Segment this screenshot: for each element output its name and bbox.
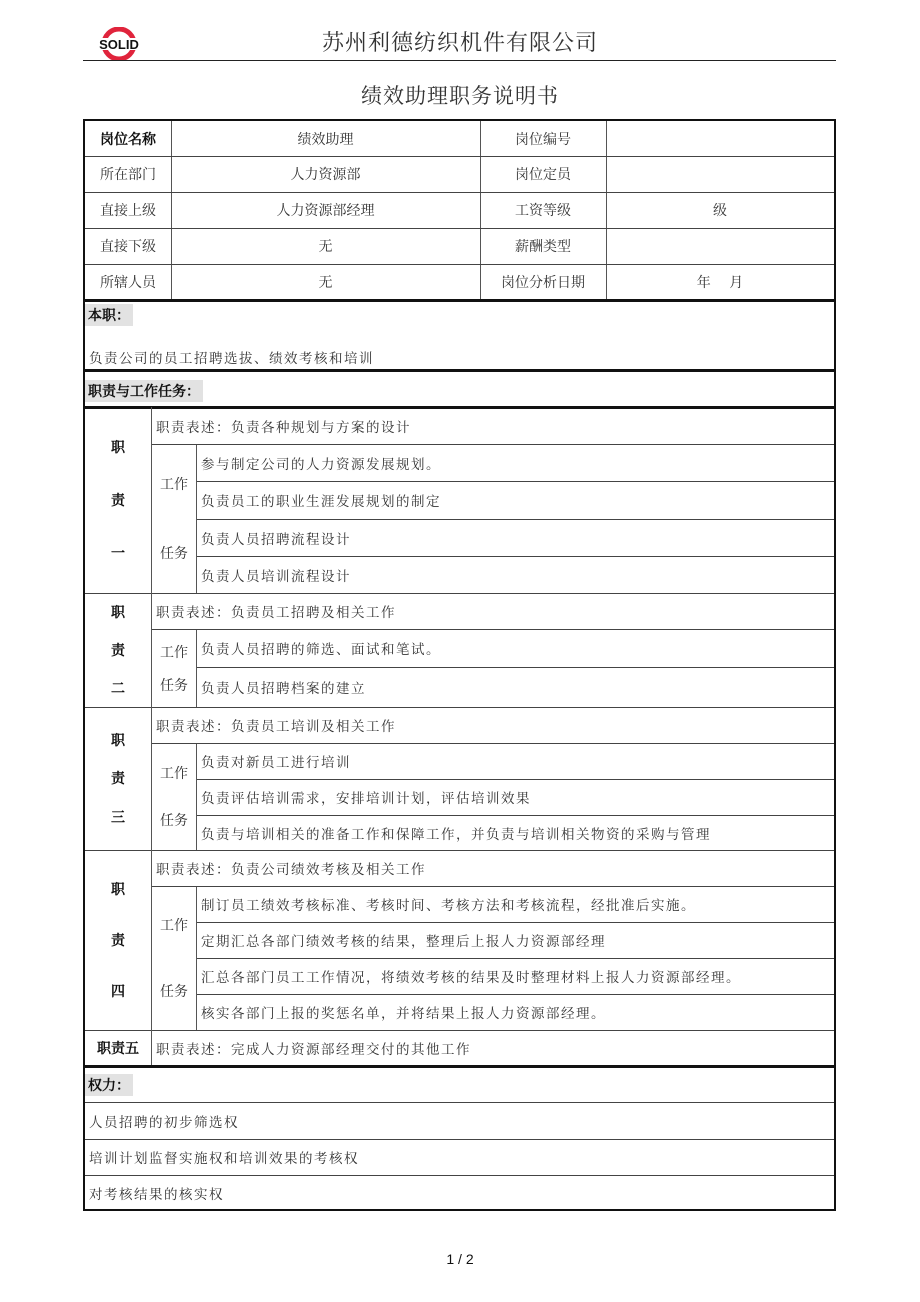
duty-name-char: 一 (111, 545, 125, 562)
task-label (152, 444, 196, 593)
duty-task: 负责人员招聘流程设计 (201, 531, 351, 548)
duty-name-char: 三 (111, 809, 125, 826)
info-label: 所在部门 (100, 167, 156, 183)
info-value (606, 121, 834, 156)
duty-name-char: 四 (111, 983, 125, 1000)
duty-statement: 职责表述：负责员工招聘及相关工作 (156, 605, 396, 621)
duty-statement: 职责表述：完成人力资源部经理交付的其他工作 (156, 1042, 471, 1058)
task-label-text: 工作 (160, 765, 188, 782)
duty-name (85, 407, 151, 593)
info-value: 无 (318, 275, 333, 291)
duty-task: 负责员工的职业生涯发展规划的制定 (201, 494, 441, 510)
info-value: 人力资源部 (290, 167, 361, 183)
duty-task: 核实各部门上报的奖惩名单，并将结果上报人力资源部经理。 (201, 1006, 606, 1022)
info-label: 薪酬类型 (515, 239, 571, 255)
info-label: 工资等级 (515, 203, 571, 219)
company-name: 苏州利德纺织机件有限公司 (321, 31, 598, 56)
duty-task: 负责评估培训需求，安排培训计划，评估培训效果 (201, 791, 531, 807)
row-divider (85, 369, 834, 372)
task-label-text: 工作 (160, 644, 188, 661)
duty-statement: 职责表述：负责各种规划与方案的设计 (156, 419, 411, 436)
info-label: 岗位编号 (515, 131, 571, 148)
info-value: 年 月 (696, 275, 744, 291)
duty-name (85, 593, 151, 707)
duty-name-char: 责 (111, 932, 125, 949)
row-divider (85, 299, 834, 302)
task-label-text: 任务 (160, 545, 188, 562)
core-duty-label: 本职： (85, 304, 133, 326)
duty-name: 职责五 (97, 1041, 139, 1057)
info-value (606, 228, 834, 264)
page-number: 1 / 2 (446, 1251, 474, 1267)
document-title: 绩效助理职务说明书 (361, 84, 559, 108)
info-label: 直接下级 (100, 239, 156, 255)
row-divider (85, 1065, 834, 1068)
duty-name-char: 职 (111, 733, 125, 750)
duty-name-char: 职 (111, 440, 125, 457)
info-value: 级 (713, 203, 727, 219)
core-duty-text: 负责公司的员工招聘选拔、绩效考核和培训 (89, 351, 374, 367)
task-label (152, 629, 196, 707)
duty-name-char: 责 (111, 771, 125, 788)
duty-name-char: 责 (111, 643, 125, 659)
duty-task: 参与制定公司的人力资源发展规划。 (201, 456, 441, 473)
duty-name (85, 850, 151, 1030)
info-label: 岗位定员 (515, 167, 571, 183)
duty-task: 制订员工绩效考核标准、考核时间、考核方法和考核流程，经批准后实施。 (201, 898, 696, 914)
duty-task: 负责人员招聘档案的建立 (201, 681, 366, 697)
info-value (606, 156, 834, 192)
task-label-text: 任务 (160, 984, 188, 1000)
task-label-text: 工作 (160, 477, 188, 494)
authority-item: 人员招聘的初步筛选权 (89, 1114, 239, 1131)
logo-text: SOLID (99, 37, 139, 52)
authority-item: 对考核结果的核实权 (89, 1187, 224, 1203)
duty-task: 定期汇总各部门绩效考核的结果，整理后上报人力资源部经理 (201, 934, 606, 950)
authority-label: 权力： (85, 1074, 133, 1096)
info-label: 直接上级 (100, 203, 156, 219)
task-label-text: 工作 (160, 918, 188, 934)
info-value: 无 (318, 239, 333, 255)
duty-task: 负责对新员工进行培训 (201, 755, 351, 771)
header-divider (83, 60, 836, 61)
info-label: 岗位分析日期 (501, 275, 585, 291)
task-label-text: 任务 (160, 813, 188, 830)
duty-name-char: 责 (111, 492, 125, 509)
duty-task: 负责人员培训流程设计 (201, 568, 351, 585)
duty-task: 负责与培训相关的准备工作和保障工作，并负责与培训相关物资的采购与管理 (201, 826, 711, 843)
task-label (152, 886, 196, 1030)
duty-task: 负责人员招聘的筛选、面试和笔试。 (201, 642, 441, 658)
duties-label: 职责与工作任务： (85, 380, 203, 402)
task-label-text: 任务 (160, 677, 188, 694)
task-label (152, 743, 196, 850)
duty-name-char: 职 (111, 882, 125, 899)
info-value: 绩效助理 (297, 131, 354, 148)
duty-statement: 职责表述：负责员工培训及相关工作 (156, 719, 396, 735)
authority-item: 培训计划监督实施权和培训效果的考核权 (89, 1151, 359, 1167)
duty-statement: 职责表述：负责公司绩效考核及相关工作 (156, 862, 426, 878)
duty-name (85, 707, 151, 850)
info-label: 岗位名称 (100, 131, 156, 148)
duty-name-char: 二 (111, 681, 125, 697)
duty-name-char: 职 (111, 605, 125, 621)
company-logo (86, 27, 152, 61)
duty-task: 汇总各部门员工工作情况，将绩效考核的结果及时整理材料上报人力资源部经理。 (201, 970, 741, 986)
info-label: 所辖人员 (100, 275, 156, 291)
info-value: 人力资源部经理 (276, 203, 375, 219)
